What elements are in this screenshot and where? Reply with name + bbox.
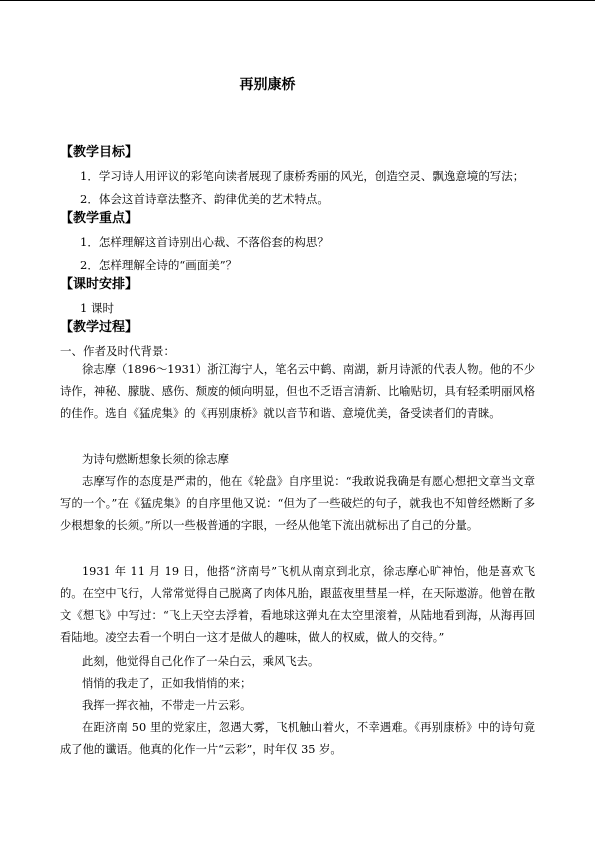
focus-item-1: 1．怎样理解这首诗别出心裁、不落俗套的构思？ (80, 235, 329, 249)
heading-teaching-focus: 【教学重点】 (60, 211, 139, 226)
focus-item-2: 2．怎样理解全诗的“画面美”？ (80, 258, 238, 272)
paragraph-accident: 在距济南 50 里的党家庄，忽遇大雾，飞机触山着火，不幸遇难。《再别康桥》中的诗句竟成了他的谶语。他真的化作一片“云彩”，时年仅 35 岁。 (60, 721, 535, 756)
paragraph-subtitle: 为诗句燃断想象长须的徐志摩 (82, 453, 229, 466)
paragraph-white-cloud: 此刻，他觉得自己化作了一朵白云，乘风飞去。 (82, 655, 320, 668)
paragraph-writing-attitude: 志摩写作的态度是严肃的，他在《轮盘》自序里说：“我敢说我确是有愿心想把文章当文章写的一个。”在《猛虎集》的自序里他又说：“但为了一些破烂的句子，就我也不知曾经燃断了多少根想象的长须。”所以一些极普通的字眼，一经从他笔下流出就标出了自己的分量。 (60, 475, 535, 532)
page-top-border (0, 0, 595, 1)
paragraph-flight: 1931 年 11 月 19 日，他搭“济南号”飞机从南京到北京，徐志摩心旷神怡，他是喜欢飞的。在空中飞行，人常常觉得自己脱离了肉体凡胎，跟蓝夜里彗星一样，在天际遨游。他曾在散文《想飞》中写过：“飞上天空去浮着，看地球这弹丸在太空里滚着，从陆地看到海，从海再回看陆地。凌空去看一个明白一这才是做人的趣味，做人的权威，做人的交待。” (60, 565, 535, 644)
process-subheading: 一、作者及时代背景： (60, 344, 175, 358)
poem-line-2: 我挥一挥衣袖，不带走一片云彩。 (82, 699, 252, 712)
goal-item-1: 1．学习诗人用评议的彩笔向读者展现了康桥秀丽的风光，创造空灵、飘逸意境的写法； (80, 169, 525, 183)
schedule-text: 1 课时 (80, 301, 114, 315)
page-title: 再别康桥 (239, 77, 296, 93)
heading-teaching-process: 【教学过程】 (60, 320, 139, 335)
heading-schedule: 【课时安排】 (60, 277, 139, 292)
heading-teaching-goals: 【教学目标】 (60, 145, 139, 160)
paragraph-author-intro: 徐志摩（1896～1931）浙江海宁人，笔名云中鹤、南湖，新月诗派的代表人物。他的不少诗作，神秘、朦胧、感伤、颓废的倾向明显，但也不乏语言清新、比喻贴切，具有轻柔明丽风格的佳作。选自《猛虎集》的《再别康桥》就以音节和谐、意境优美，备受读者们的青睐。 (60, 363, 535, 420)
poem-line-1: 悄悄的我走了，正如我悄悄的来； (82, 677, 252, 690)
goal-item-2: 2．体会这首诗章法整齐、韵律优美的艺术特点。 (80, 192, 329, 206)
